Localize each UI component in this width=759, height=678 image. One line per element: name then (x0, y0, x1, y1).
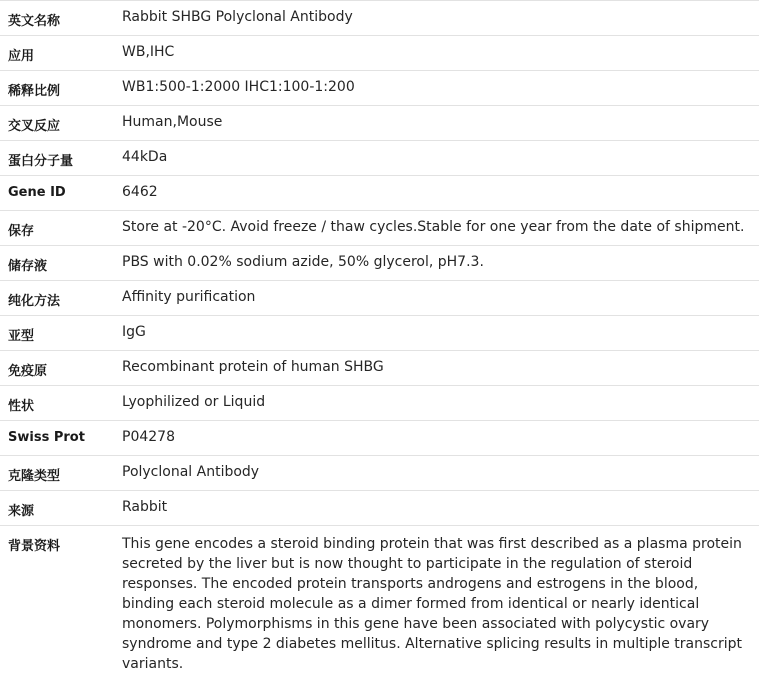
spec-key: 亚型 (0, 316, 114, 351)
spec-value: Human,Mouse (114, 106, 759, 141)
spec-value: Polyclonal Antibody (114, 456, 759, 491)
spec-value: Recombinant protein of human SHBG (114, 351, 759, 386)
spec-value-background: This gene encodes a steroid binding protein that was first described as a plasma protein secreted by the liver but is now thought to participate in the regulation of steroid responses. The encoded protein transports androgens and estrogens in the blood, binding each steroid molecule as a dimer formed from identical or nearly identical monomers. Polymorphisms in this gene have been associated with polycystic ovary syndrome and type 2 diabetes mellitus. Alternative splicing results in multiple transcript variants. (114, 526, 759, 678)
spec-key: 来源 (0, 491, 114, 526)
spec-value: WB1:500-1:2000 IHC1:100-1:200 (114, 71, 759, 106)
spec-row-molecular-weight (0, 141, 759, 176)
spec-value: Rabbit (114, 491, 759, 526)
spec-value: Store at -20°C. Avoid freeze / thaw cycles.Stable for one year from the date of shipment. (114, 211, 759, 246)
spec-key: 保存 (0, 211, 114, 246)
spec-value: WB,IHC (114, 36, 759, 71)
spec-key: Gene ID (0, 176, 114, 211)
spec-value: 6462 (114, 176, 759, 211)
spec-row-swiss-prot (0, 421, 759, 456)
spec-row-dilution (0, 71, 759, 106)
spec-value: Rabbit SHBG Polyclonal Antibody (114, 1, 759, 36)
spec-value: PBS with 0.02% sodium azide, 50% glycerol, pH7.3. (114, 246, 759, 281)
spec-value: IgG (114, 316, 759, 351)
spec-key: 性状 (0, 386, 114, 421)
spec-key: 蛋白分子量 (0, 141, 114, 176)
spec-row-english-name (0, 1, 759, 36)
spec-key: 应用 (0, 36, 114, 71)
spec-value: P04278 (114, 421, 759, 456)
spec-row-purification (0, 281, 759, 316)
spec-row-form (0, 386, 759, 421)
spec-row-host (0, 491, 759, 526)
spec-row-immunogen (0, 351, 759, 386)
spec-row-isotype (0, 316, 759, 351)
spec-row-clonality (0, 456, 759, 491)
spec-row-cross-reactivity (0, 106, 759, 141)
spec-row-storage (0, 211, 759, 246)
spec-value: 44kDa (114, 141, 759, 176)
spec-row-storage-buffer (0, 246, 759, 281)
spec-key: 克隆类型 (0, 456, 114, 491)
spec-value: Affinity purification (114, 281, 759, 316)
spec-value: Lyophilized or Liquid (114, 386, 759, 421)
spec-row-background (0, 526, 759, 678)
spec-key: 交叉反应 (0, 106, 114, 141)
spec-key: 储存液 (0, 246, 114, 281)
spec-row-gene-id (0, 176, 759, 211)
spec-key: 背景资料 (0, 526, 114, 678)
spec-row-application (0, 36, 759, 71)
spec-key: 稀释比例 (0, 71, 114, 106)
spec-key: 英文名称 (0, 1, 114, 36)
spec-key: 免疫原 (0, 351, 114, 386)
spec-key: Swiss Prot (0, 421, 114, 456)
spec-key: 纯化方法 (0, 281, 114, 316)
